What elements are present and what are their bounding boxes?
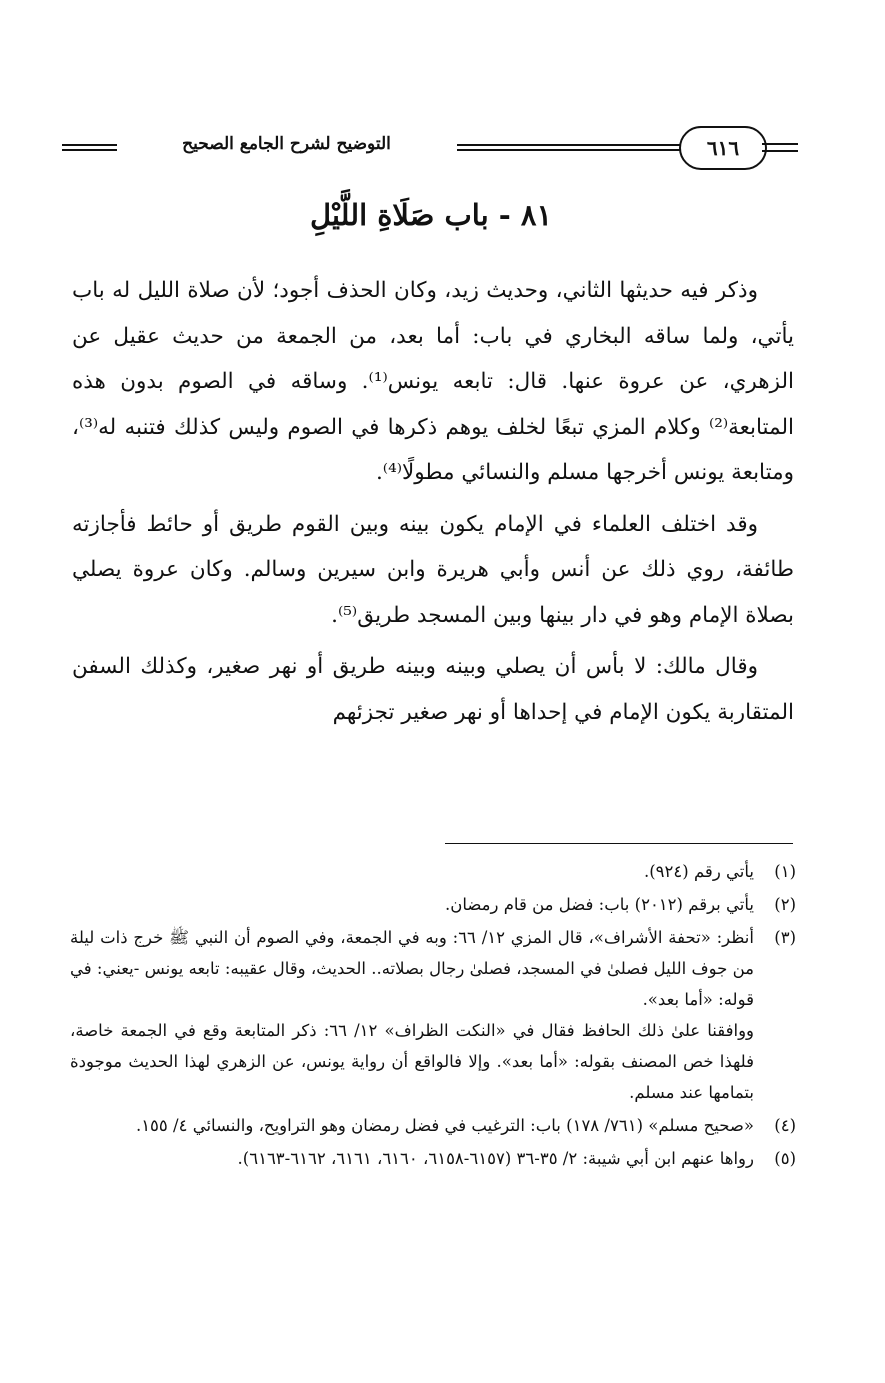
footnote-line: يأتي رقم (٩٢٤).: [643, 862, 754, 881]
paragraph: وقد اختلف العلماء في الإمام يكون بينه وبين القوم طريق أو حائط فأجازته طائفة، روي ذلك عن أنس وأبي هريرة وابن سيرين وسالم. وكان عروة يصلي بصلاة الإمام وهو في دار بينها وبين المسجد طريق⁽⁵⁾.: [72, 511, 794, 628]
footnote-text: [70, 856, 754, 887]
paragraph: وذكر فيه حديثها الثاني، وحديث زيد، وكان الحذف أجود؛ لأن صلاة الليل له باب يأتي، ولما ساقه البخاري في باب: أما بعد، من الجمعة من حديث عقيل عن الزهري، عن عروة عنها. قال: تابعه يونس⁽¹⁾. وساقه في الصوم بدون هذه المتابعة⁽²⁾ وكلام المزي تبعًا لخلف يوهم ذكرها في الصوم وليس كذلك فتنبه له⁽³⁾، ومتابعة يونس أخرجها مسلم والنسائي مطولًا⁽⁴⁾.: [72, 278, 794, 485]
header-rule-left: [62, 144, 117, 151]
running-title: التوضيح لشرح الجامع الصحيح: [182, 134, 391, 154]
footnote-2: [70, 889, 796, 920]
footnote-text: [70, 922, 754, 1108]
footnote-line: يأتي برقم (٢٠١٢) باب: فضل من قام رمضان.: [444, 895, 754, 914]
footnote-line: ووافقنا علىٰ ذلك الحافظ فقال في «النكت الظراف» ١٢/ ٦٦: ذكر المتابعة وقع في الجمعة خاصة، فلهذا خص المصنف بقوله: «أما بعد». وإلا فالواقع أن رواية يونس، عن الزهري لهذا الحديث موجودة بتمامها عند مسلم.: [70, 1021, 755, 1102]
footnote-number: (٥): [774, 1149, 796, 1168]
footnote-number: (٣): [774, 928, 796, 947]
footnotes: [70, 856, 796, 1176]
page-number: ٦١٦: [679, 126, 767, 170]
header-rule-right: [762, 143, 798, 152]
paragraph: وقال مالك: لا بأس أن يصلي وبينه وبينه طريق أو نهر صغير، وكذلك السفن المتقاربة يكون الإمام في إحداها أو نهر صغير تجزئهم: [72, 654, 794, 725]
footnote-text: [70, 1110, 754, 1141]
footnote-5: [70, 1143, 796, 1174]
running-header: [62, 124, 800, 168]
footnote-3: [70, 922, 796, 1108]
footnote-4: [70, 1110, 796, 1141]
main-text: [72, 268, 794, 741]
footnote-divider: [445, 843, 793, 844]
footnote-1: [70, 856, 796, 887]
footnote-number: (٤): [774, 1116, 796, 1135]
footnote-line: أنظر: «تحفة الأشراف»، قال المزي ١٢/ ٦٦: وبه في الجمعة، وفي الصوم أن النبي ﷺ خرج ذات ليلة من جوف الليل فصلىٰ في المسجد، فصلىٰ رجال بصلاته.. الحديث، وقال عقيبه: تابعه يونس -يعني: في قوله: «أما بعد».: [70, 928, 754, 1009]
footnote-line: رواها عنهم ابن أبي شيبة: ٢/ ٣٥-٣٦ (٦١٥٧-٦١٥٨، ٦١٦٠، ٦١٦١، ٦١٦٢-٦١٦٣).: [237, 1149, 754, 1168]
footnote-text: [70, 1143, 754, 1174]
chapter-title: ٨١ - باب صَلَاةِ اللَّيْلِ: [309, 198, 553, 232]
footnote-number: (٢): [774, 895, 796, 914]
footnote-number: (١): [774, 862, 796, 881]
footnote-text: [70, 889, 754, 920]
footnote-line: «صحيح مسلم» (٧٦١/ ١٧٨) باب: الترغيب في فضل رمضان وهو التراويح، والنسائي ٤/ ١٥٥.: [135, 1116, 754, 1135]
